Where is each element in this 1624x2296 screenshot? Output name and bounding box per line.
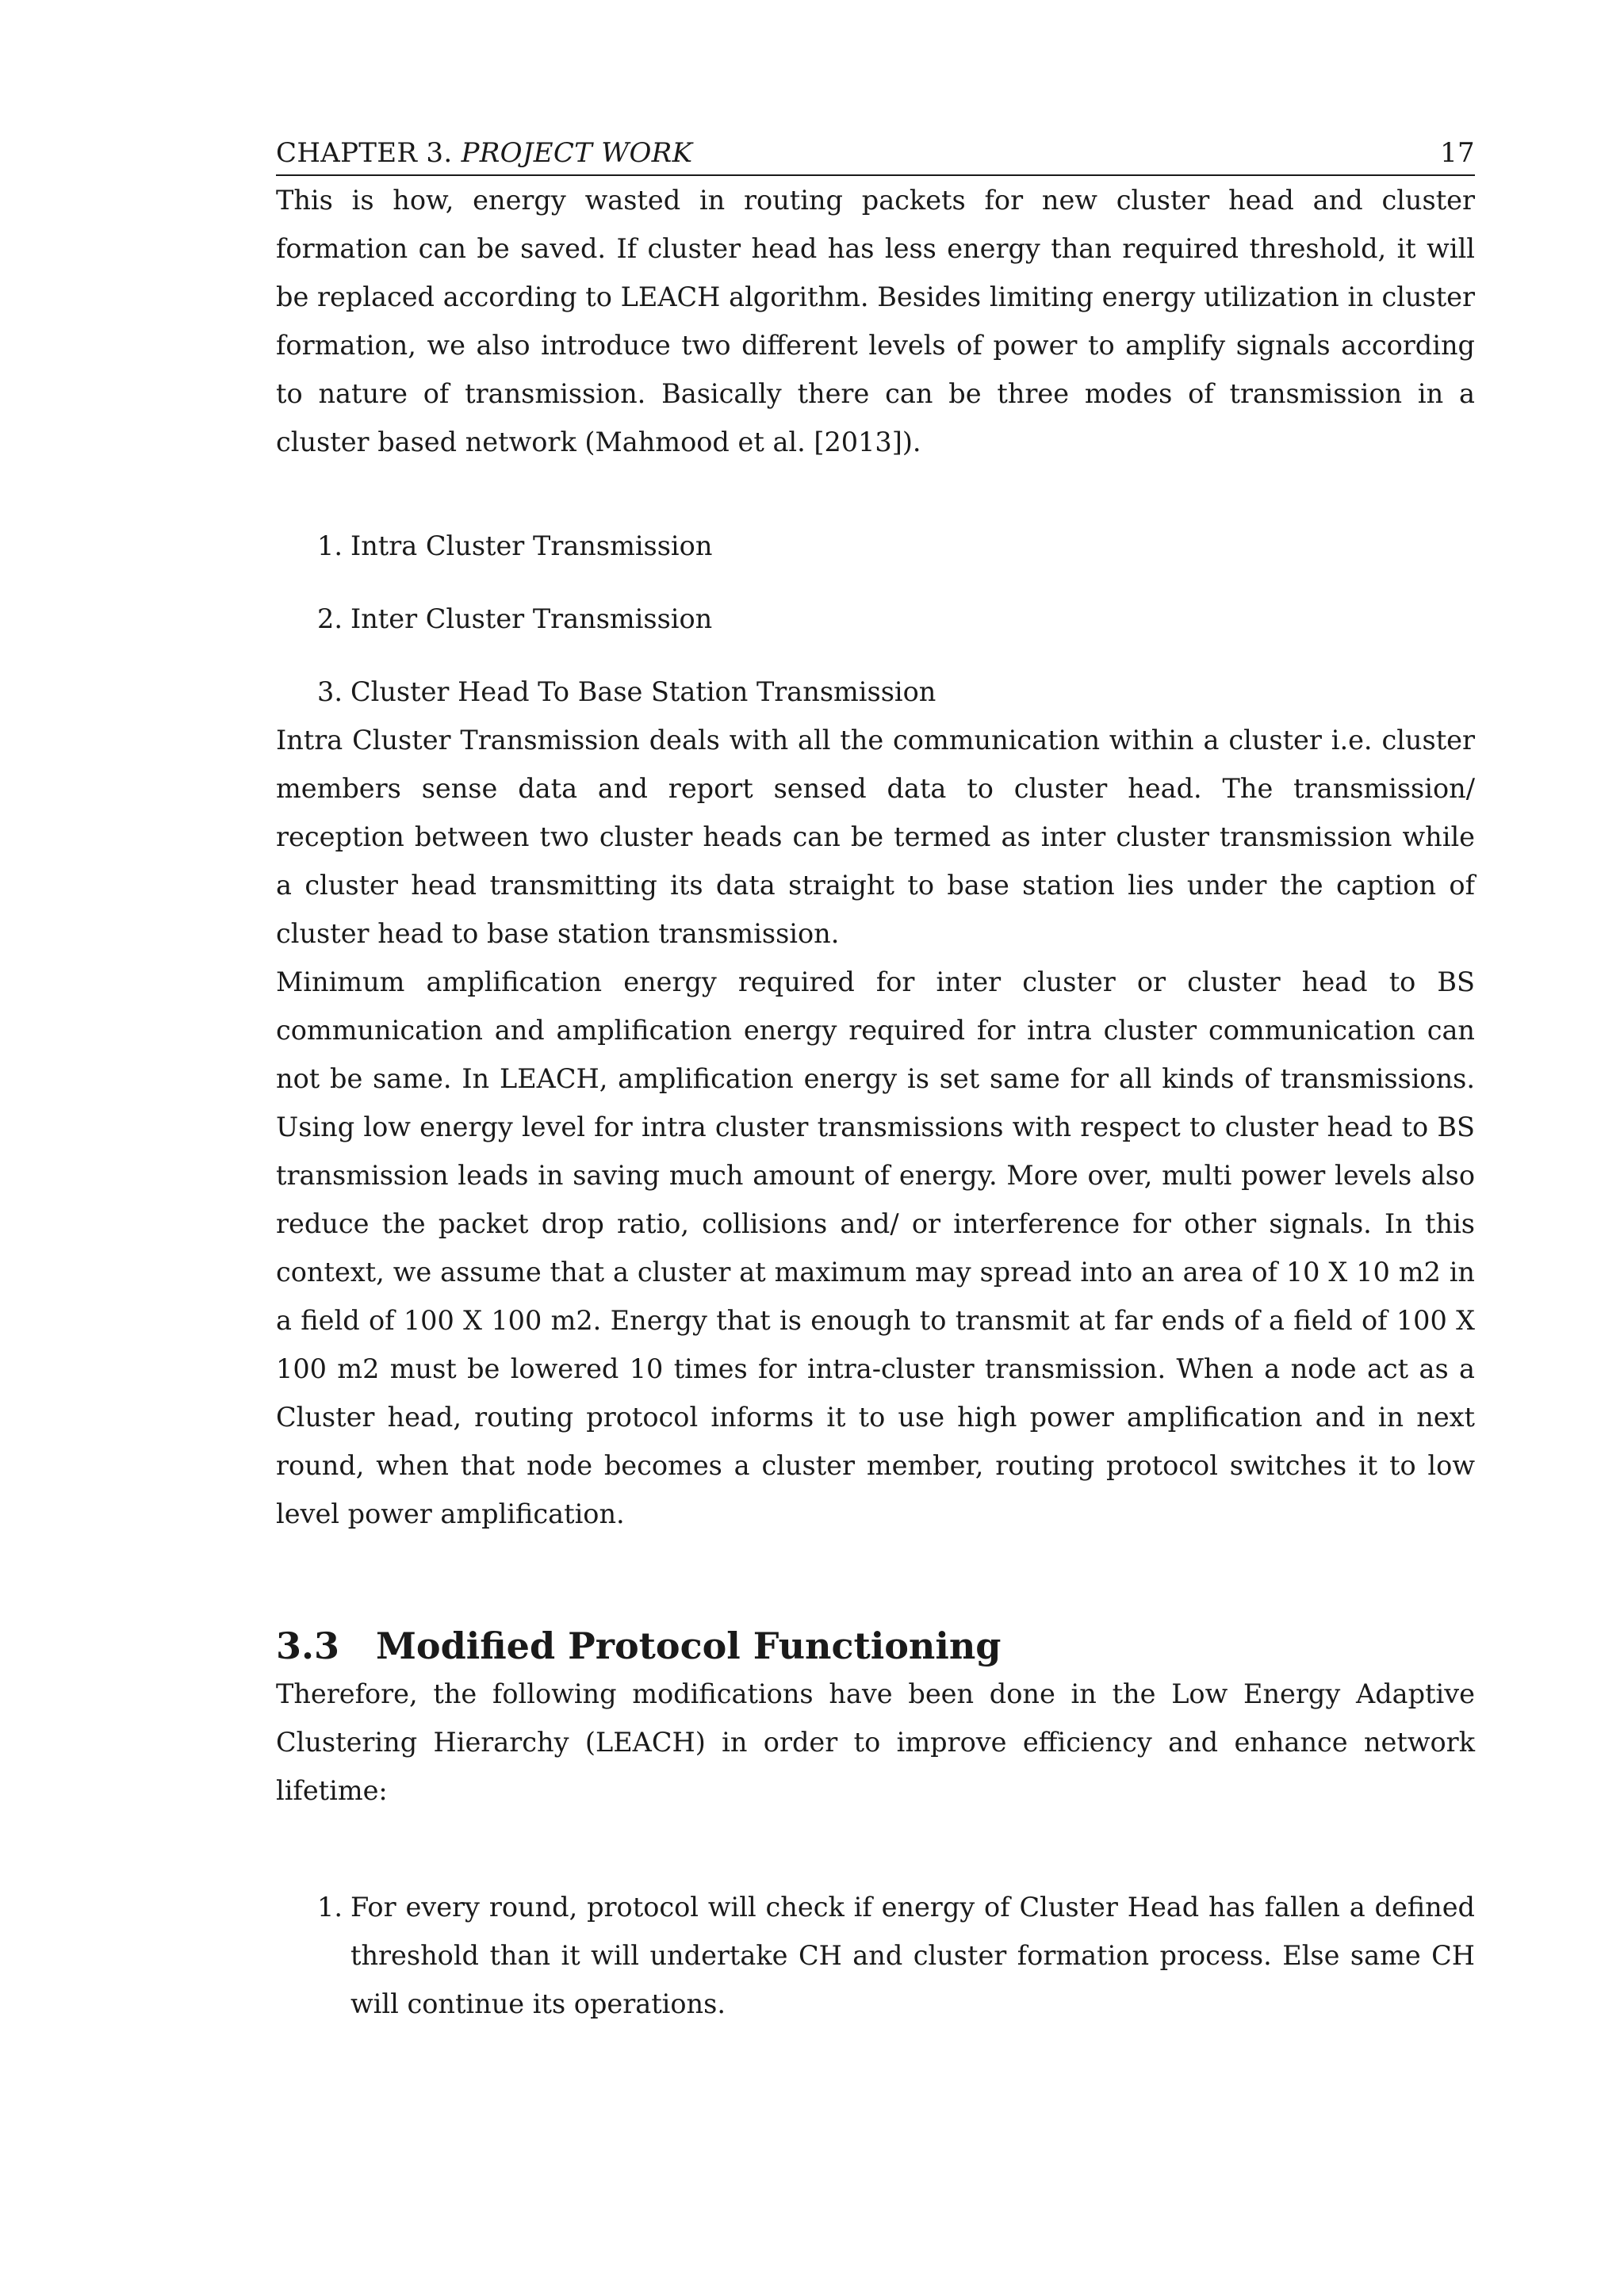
list-item-number: 2. xyxy=(317,603,343,634)
list-item-text: Cluster Head To Base Station Transmission xyxy=(350,676,936,707)
list-item xyxy=(276,668,1475,716)
paragraph-amplification: Minimum amplification energy required for inter cluster or cluster head to BS communication and amplification energy required for intra cluster communication can not be same. In LEACH, amplification energy is set same for all kinds of transmissions. Using low energy level for intra cluster transmissions with respect to cluster head to BS transmission leads in saving much amount of energy. More over, multi power levels also reduce the packet drop ratio, collisions and/ or interference for other signals. In this context, we assume that a cluster at maximum may spread into an area of 10 X 10 m2 in a field of 100 X 100 m2. Energy that is enough to transmit at far ends of a field of 100 X 100 m2 must be lowered 10 times for intra-cluster transmission. When a node act as a Cluster head, routing protocol informs it to use high power amplification and in next round, when that node becomes a cluster member, routing protocol switches it to low level power amplification. xyxy=(276,966,1475,1529)
paragraph-transmission-types: Intra Cluster Transmission deals with all the communication within a cluster i.e. cluster members sense data and report sensed data to cluster head. The transmission/ reception between two cluster heads can be termed as inter cluster transmission while a cluster head transmitting its data straight to base station lies under the caption of cluster head to base station transmission. xyxy=(276,725,1475,949)
list-item-number: 1. xyxy=(317,530,343,561)
section-heading xyxy=(276,1622,1475,1670)
page-content xyxy=(276,135,1475,2028)
section-number: 3.3 xyxy=(276,1624,340,1667)
transmission-modes-list xyxy=(276,522,1475,716)
list-item xyxy=(276,595,1475,643)
list-item-text: For every round, protocol will check if energy of Cluster Head has fallen a defined threshold than it will undertake CH and cluster formation process. Else same CH will continue its operations. xyxy=(350,1892,1475,2019)
list-item-text: Inter Cluster Transmission xyxy=(350,603,713,634)
modifications-list xyxy=(276,1883,1475,2028)
paragraph-intro: This is how, energy wasted in routing packets for new cluster head and cluster formation can be saved. If cluster head has less energy than required threshold, it will be replaced according to LEACH algorithm. Besides limiting energy utilization in cluster formation, we also introduce two different levels of power to amplify signals according to nature of transmission. Basically there can be three modes of transmission in a cluster based network (Mahmood et al. [2013]). xyxy=(276,185,1475,457)
list-item xyxy=(276,1883,1475,2028)
list-item-number: 3. xyxy=(317,676,343,707)
chapter-label: CHAPTER 3. xyxy=(276,137,453,169)
list-item-text: Intra Cluster Transmission xyxy=(350,530,713,561)
chapter-heading xyxy=(276,135,692,171)
paragraph-modifications-intro: Therefore, the following modifications have been done in the Low Energy Adaptive Clustering Hierarchy (LEACH) in order to improve efficiency and enhance network lifetime: xyxy=(276,1678,1475,1806)
running-header xyxy=(276,135,1475,176)
chapter-title: PROJECT WORK xyxy=(461,137,693,169)
page-number: 17 xyxy=(1440,137,1475,169)
list-item xyxy=(276,522,1475,570)
list-item-number: 1. xyxy=(317,1892,343,1923)
section-title: Modified Protocol Functioning xyxy=(376,1624,1002,1667)
